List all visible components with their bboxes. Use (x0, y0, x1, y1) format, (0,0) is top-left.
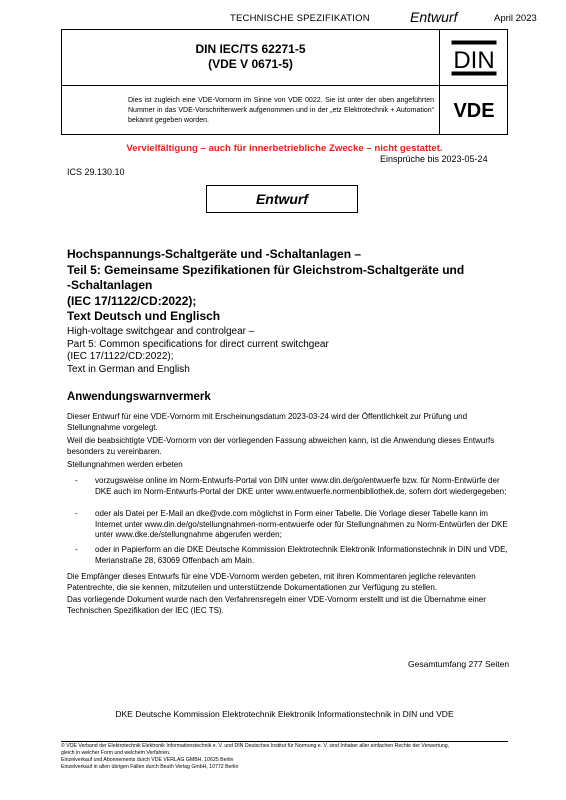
title-german-line: Text Deutsch und Englisch (67, 309, 221, 323)
application-note-heading: Anwendungswarnvermerk (67, 391, 211, 403)
footer-line: gleich in welcher Form und welchem Verfahren. (61, 750, 171, 756)
list-bullet: - (75, 545, 78, 554)
vde-logo-text: VDE (452, 100, 495, 121)
application-note-paragraph: Die Empfänger dieses Entwurfs für eine VDE-Vornorm werden gebeten, mit ihren Kommentaren jegliche relevanten Patentrechte, die sie kennen, mitzuteilen und unterstützende Dokumentationen zur Verfügung zu stellen. (67, 572, 476, 592)
vde-note: Dies ist zugleich eine VDE-Vornorm im Sinne von VDE 0022. Sie ist unter der oben angeführten Nummer in das VDE-Vorschriftenwerk aufgenommen und in der „etz Elektrotechnik + Automation“ bekannt gegeben worden. (128, 97, 434, 124)
committee-name: DKE Deutsche Kommission Elektrotechnik Elektronik Informationstechnik in DIN und VDE (115, 709, 454, 719)
title-english-line: Part 5: Common specifications for direct current switchgear (67, 338, 329, 350)
title-english (67, 326, 507, 376)
title-german-line: -Schaltanlagen (67, 278, 153, 292)
application-note-paragraph: Weil die beabsichtigte VDE-Vornorm von der vorliegenden Fassung abweichen kann, ist die Anwendung dieses Entwurfs besonders zu vereinbaren. (67, 436, 495, 456)
objections-deadline: Einsprüche bis 2023-05-24 (380, 154, 488, 164)
application-note-paragraph: Das vorliegende Dokument wurde nach den Verfahrensregeln einer VDE-Vornorm erstellt und ist die Übernahme einer Technischen Spezifikation der IEC (IEC TS). (67, 595, 486, 615)
reproduction-notice: Vervielfältigung – auch für innerbetriebliche Zwecke – nicht gestattet. (126, 143, 443, 154)
document-number: DIN IEC/TS 62271-5 (195, 42, 306, 56)
total-pages: Gesamtumfang 277 Seiten (408, 659, 510, 669)
din-logo (440, 30, 507, 85)
footer-line: © VDE Verband der Elektrotechnik Elektronik Informationstechnik e. V. und DIN Deutsches Institut für Normung e. V. sind Inhaber aller einfachen Rechte der Verwertung, (61, 743, 450, 749)
din-logo-text: DIN (452, 46, 495, 74)
vde-classification-number: (VDE V 0671-5) (208, 57, 293, 71)
footer-line: Einzelverkauf und Abonnements durch VDE VERLAG GMBH, 10625 Berlin (61, 757, 234, 763)
vde-logo (440, 86, 507, 134)
title-german-line: Teil 5: Gemeinsame Spezifikationen für Gleichstrom-Schaltgeräte und (67, 262, 465, 277)
title-block (61, 29, 508, 135)
title-english-line: Text in German and English (67, 363, 190, 375)
list-bullet: - (75, 509, 78, 518)
list-item-text: oder als Datei per E-Mail an dke@vde.com möglichst in Form einer Tabelle. Die Vorlage dieser Tabelle kann im Internet unter www.din.de/go/stellungnahmen-norm-entwuerfe oder für Stellungnahmen zu Norm-Entwürfen der DKE unter www.dke.de/stellungnahme abgerufen werden; (95, 509, 508, 539)
footer-divider (61, 741, 508, 742)
vde-logo-graphic (445, 99, 503, 121)
footer-line: Einzelverkauf in allen übrigen Fällen durch Beuth Verlag GmbH, 10772 Berlin (61, 764, 239, 770)
publication-date: April 2023 (494, 13, 537, 24)
title-german-line: Hochspannungs-Schaltgeräte und -Schaltanlagen – (67, 247, 362, 261)
application-note-paragraph: Stellungnahmen werden erbeten (67, 460, 183, 469)
title-german (67, 247, 507, 325)
draft-label-box (206, 185, 358, 213)
ics-code: ICS 29.130.10 (67, 167, 125, 177)
draft-label: Entwurf (255, 191, 309, 207)
application-note-paragraph: Dieser Entwurf für eine VDE-Vornorm mit Erscheinungsdatum 2023-03-24 wird der Öffentlichkeit zur Prüfung und Stellungnahme vorgelegt. (67, 412, 468, 432)
title-english-line: High-voltage switchgear and controlgear – (67, 326, 255, 337)
draft-status: Entwurf (410, 9, 458, 25)
din-logo-graphic (451, 40, 497, 76)
document-type: TECHNISCHE SPEZIFIKATION (230, 13, 370, 24)
title-german-line: (IEC 17/1122/CD:2022); (67, 293, 197, 308)
list-item-text: vorzugsweise online im Norm-Entwurfs-Portal von DIN unter www.din.de/go/entwuerfe bzw. für Norm-Entwürfe der DKE auch im Norm-Entwurfs-Portal der DKE unter www.entwuerfe.normenbibliothek.de, sofern dort wiedergegeben; (95, 476, 507, 496)
list-item-text: oder in Papierform an die DKE Deutsche Kommission Elektrotechnik Elektronik Informationstechnik in DIN und VDE, Merianstraße 28, 63069 Offenbach am Main. (95, 545, 508, 565)
title-english-line: (IEC 17/1122/CD:2022); (67, 351, 174, 362)
list-bullet: - (75, 476, 78, 485)
